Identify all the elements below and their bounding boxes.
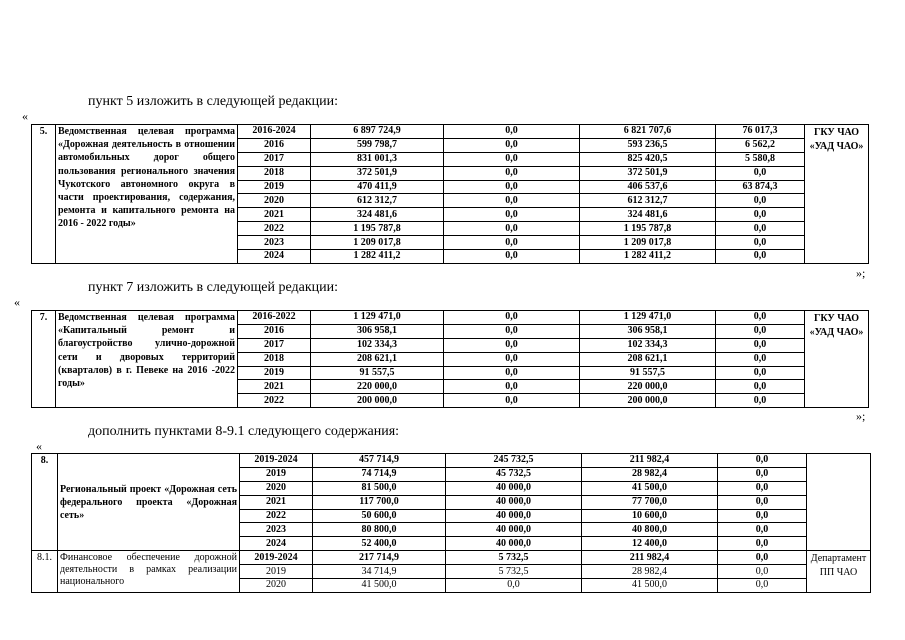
cell-federal: 0,0 [444, 311, 580, 325]
cell-federal: 0,0 [444, 352, 580, 366]
cell-other: 0,0 [716, 311, 805, 325]
cell-year: 2021 [238, 208, 311, 222]
cell-regional: 306 958,1 [580, 324, 716, 338]
cell-total: 91 557,5 [311, 366, 444, 380]
cell-regional: 77 700,0 [582, 495, 718, 509]
cell-other: 76 017,3 [716, 125, 805, 139]
cell-regional: 1 282 411,2 [580, 250, 716, 264]
cell-federal: 40 000,0 [446, 523, 582, 537]
cell-federal: 0,0 [444, 394, 580, 408]
cell-other: 0,0 [716, 394, 805, 408]
cell-total: 372 501,9 [311, 166, 444, 180]
cell-total: 217 714,9 [313, 551, 446, 565]
cell-regional: 825 420,5 [580, 152, 716, 166]
cell-federal: 0,0 [444, 338, 580, 352]
cell-federal: 0,0 [446, 579, 582, 593]
cell-regional: 200 000,0 [580, 394, 716, 408]
cell-federal: 0,0 [444, 222, 580, 236]
cell-other: 0,0 [718, 495, 807, 509]
cell-year: 2019 [240, 565, 313, 579]
cell-federal: 0,0 [444, 166, 580, 180]
cell-other: 0,0 [718, 454, 807, 468]
cell-other: 0,0 [716, 250, 805, 264]
cell-total: 306 958,1 [311, 324, 444, 338]
cell-year: 2024 [238, 250, 311, 264]
cell-other: 0,0 [718, 467, 807, 481]
cell-regional: 220 000,0 [580, 380, 716, 394]
cell-other: 63 874,3 [716, 180, 805, 194]
cell-other: 0,0 [716, 366, 805, 380]
cell-regional: 12 400,0 [582, 537, 718, 551]
cell-federal: 40 000,0 [446, 509, 582, 523]
responsible-executor [807, 454, 871, 551]
program-name: Финансовое обеспечение дорожной деятельности в рамках реализации национального [58, 551, 240, 593]
instruction-point-5: пункт 5 изложить в следующей редакции: [88, 94, 338, 109]
cell-federal: 5 732,5 [446, 551, 582, 565]
cell-total: 831 001,3 [311, 152, 444, 166]
instruction-point-7: пункт 7 изложить в следующей редакции: [88, 280, 338, 295]
instruction-points-8-9-1: дополнить пунктами 8-9.1 следующего содержания: [88, 424, 400, 439]
cell-other: 5 580,8 [716, 152, 805, 166]
cell-regional: 211 982,4 [582, 454, 718, 468]
cell-federal: 0,0 [444, 194, 580, 208]
cell-federal: 45 732,5 [446, 467, 582, 481]
cell-year: 2020 [240, 579, 313, 593]
cell-total: 599 798,7 [311, 138, 444, 152]
cell-total: 324 481,6 [311, 208, 444, 222]
cell-regional: 406 537,6 [580, 180, 716, 194]
cell-total: 470 411,9 [311, 180, 444, 194]
cell-federal: 0,0 [444, 138, 580, 152]
cell-regional: 324 481,6 [580, 208, 716, 222]
cell-federal: 0,0 [444, 250, 580, 264]
cell-year: 2019 [238, 180, 311, 194]
cell-regional: 208 621,1 [580, 352, 716, 366]
program-name: Региональный проект «Дорожная сеть федерального проекта «Дорожная сеть» [58, 454, 240, 551]
cell-year: 2021 [238, 380, 311, 394]
cell-federal: 40 000,0 [446, 495, 582, 509]
cell-regional: 1 209 017,8 [580, 236, 716, 250]
cell-year: 2019-2024 [240, 454, 313, 468]
cell-year: 2016-2024 [238, 125, 311, 139]
cell-regional: 40 800,0 [582, 523, 718, 537]
cell-total: 220 000,0 [311, 380, 444, 394]
cell-total: 80 800,0 [313, 523, 446, 537]
cell-federal: 5 732,5 [446, 565, 582, 579]
close-quote: »; [856, 266, 866, 280]
cell-year: 2021 [240, 495, 313, 509]
cell-total: 41 500,0 [313, 579, 446, 593]
program-name: Ведомственная целевая программа «Дорожная деятельность в отношении автомобильных дорог общего пользования регионального значения Чукотского автономного округа в части проектирования, содержания, ремонта и капитального ремонта на 2016 - 2022 годы» [56, 125, 238, 264]
cell-total: 52 400,0 [313, 537, 446, 551]
cell-total: 457 714,9 [313, 454, 446, 468]
cell-year: 2020 [238, 194, 311, 208]
cell-regional: 28 982,4 [582, 565, 718, 579]
table-point-7 [31, 310, 869, 408]
cell-regional: 41 500,0 [582, 481, 718, 495]
cell-other: 0,0 [716, 222, 805, 236]
cell-total: 1 129 471,0 [311, 311, 444, 325]
cell-total: 208 621,1 [311, 352, 444, 366]
cell-other: 0,0 [716, 324, 805, 338]
cell-total: 6 897 724,9 [311, 125, 444, 139]
table-row [32, 311, 869, 325]
cell-regional: 593 236,5 [580, 138, 716, 152]
cell-federal: 0,0 [444, 152, 580, 166]
cell-federal: 40 000,0 [446, 481, 582, 495]
cell-year: 2022 [238, 222, 311, 236]
cell-total: 612 312,7 [311, 194, 444, 208]
open-quote: « [22, 109, 28, 123]
cell-other: 0,0 [716, 236, 805, 250]
cell-year: 2018 [238, 352, 311, 366]
responsible-executor: ГКУ ЧАО «УАД ЧАО» [805, 125, 869, 264]
item-number: 7. [32, 311, 56, 408]
cell-year: 2018 [238, 166, 311, 180]
cell-federal: 0,0 [444, 380, 580, 394]
cell-year: 2016 [238, 324, 311, 338]
cell-regional: 10 600,0 [582, 509, 718, 523]
cell-other: 0,0 [718, 523, 807, 537]
cell-other: 0,0 [718, 509, 807, 523]
cell-year: 2019 [238, 366, 311, 380]
cell-year: 2020 [240, 481, 313, 495]
cell-federal: 0,0 [444, 180, 580, 194]
cell-total: 74 714,9 [313, 467, 446, 481]
cell-federal: 0,0 [444, 236, 580, 250]
cell-total: 34 714,9 [313, 565, 446, 579]
cell-federal: 245 732,5 [446, 454, 582, 468]
cell-total: 200 000,0 [311, 394, 444, 408]
cell-regional: 211 982,4 [582, 551, 718, 565]
cell-year: 2022 [240, 509, 313, 523]
item-number: 8.1. [32, 551, 58, 593]
cell-federal: 0,0 [444, 125, 580, 139]
responsible-executor: Департамент ПП ЧАО [807, 551, 871, 593]
cell-regional: 1 195 787,8 [580, 222, 716, 236]
cell-other: 0,0 [716, 166, 805, 180]
cell-total: 50 600,0 [313, 509, 446, 523]
cell-year: 2022 [238, 394, 311, 408]
cell-other: 0,0 [718, 537, 807, 551]
cell-other: 0,0 [716, 194, 805, 208]
cell-other: 0,0 [718, 579, 807, 593]
cell-total: 1 209 017,8 [311, 236, 444, 250]
table-points-8 [31, 453, 871, 593]
cell-other: 0,0 [716, 208, 805, 222]
cell-other: 0,0 [718, 551, 807, 565]
cell-year: 2023 [240, 523, 313, 537]
table-row [32, 551, 871, 565]
cell-regional: 41 500,0 [582, 579, 718, 593]
open-quote: « [36, 439, 42, 453]
cell-total: 102 334,3 [311, 338, 444, 352]
program-name: Ведомственная целевая программа «Капитальный ремонт и благоустройство улично-дорожной сети и дворовых территорий (кварталов) в г. Певеке на 2016 -2022 годы» [56, 311, 238, 408]
cell-year: 2024 [240, 537, 313, 551]
close-quote: »; [856, 409, 866, 423]
cell-other: 6 562,2 [716, 138, 805, 152]
cell-year: 2017 [238, 152, 311, 166]
cell-total: 1 195 787,8 [311, 222, 444, 236]
cell-regional: 28 982,4 [582, 467, 718, 481]
cell-federal: 0,0 [444, 324, 580, 338]
cell-other: 0,0 [716, 380, 805, 394]
cell-total: 1 282 411,2 [311, 250, 444, 264]
responsible-executor: ГКУ ЧАО «УАД ЧАО» [805, 311, 869, 408]
item-number: 8. [32, 454, 58, 551]
cell-year: 2017 [238, 338, 311, 352]
cell-regional: 372 501,9 [580, 166, 716, 180]
table-point-5 [31, 124, 869, 264]
cell-other: 0,0 [718, 565, 807, 579]
cell-regional: 1 129 471,0 [580, 311, 716, 325]
open-quote: « [14, 295, 20, 309]
cell-other: 0,0 [718, 481, 807, 495]
cell-regional: 6 821 707,6 [580, 125, 716, 139]
item-number: 5. [32, 125, 56, 264]
cell-federal: 0,0 [444, 208, 580, 222]
cell-total: 117 700,0 [313, 495, 446, 509]
cell-year: 2016 [238, 138, 311, 152]
cell-year: 2019-2024 [240, 551, 313, 565]
cell-regional: 102 334,3 [580, 338, 716, 352]
cell-year: 2016-2022 [238, 311, 311, 325]
cell-regional: 612 312,7 [580, 194, 716, 208]
cell-total: 81 500,0 [313, 481, 446, 495]
cell-other: 0,0 [716, 352, 805, 366]
table-row [32, 454, 871, 468]
cell-year: 2019 [240, 467, 313, 481]
cell-year: 2023 [238, 236, 311, 250]
cell-other: 0,0 [716, 338, 805, 352]
cell-regional: 91 557,5 [580, 366, 716, 380]
cell-federal: 0,0 [444, 366, 580, 380]
cell-federal: 40 000,0 [446, 537, 582, 551]
table-row [32, 125, 869, 139]
